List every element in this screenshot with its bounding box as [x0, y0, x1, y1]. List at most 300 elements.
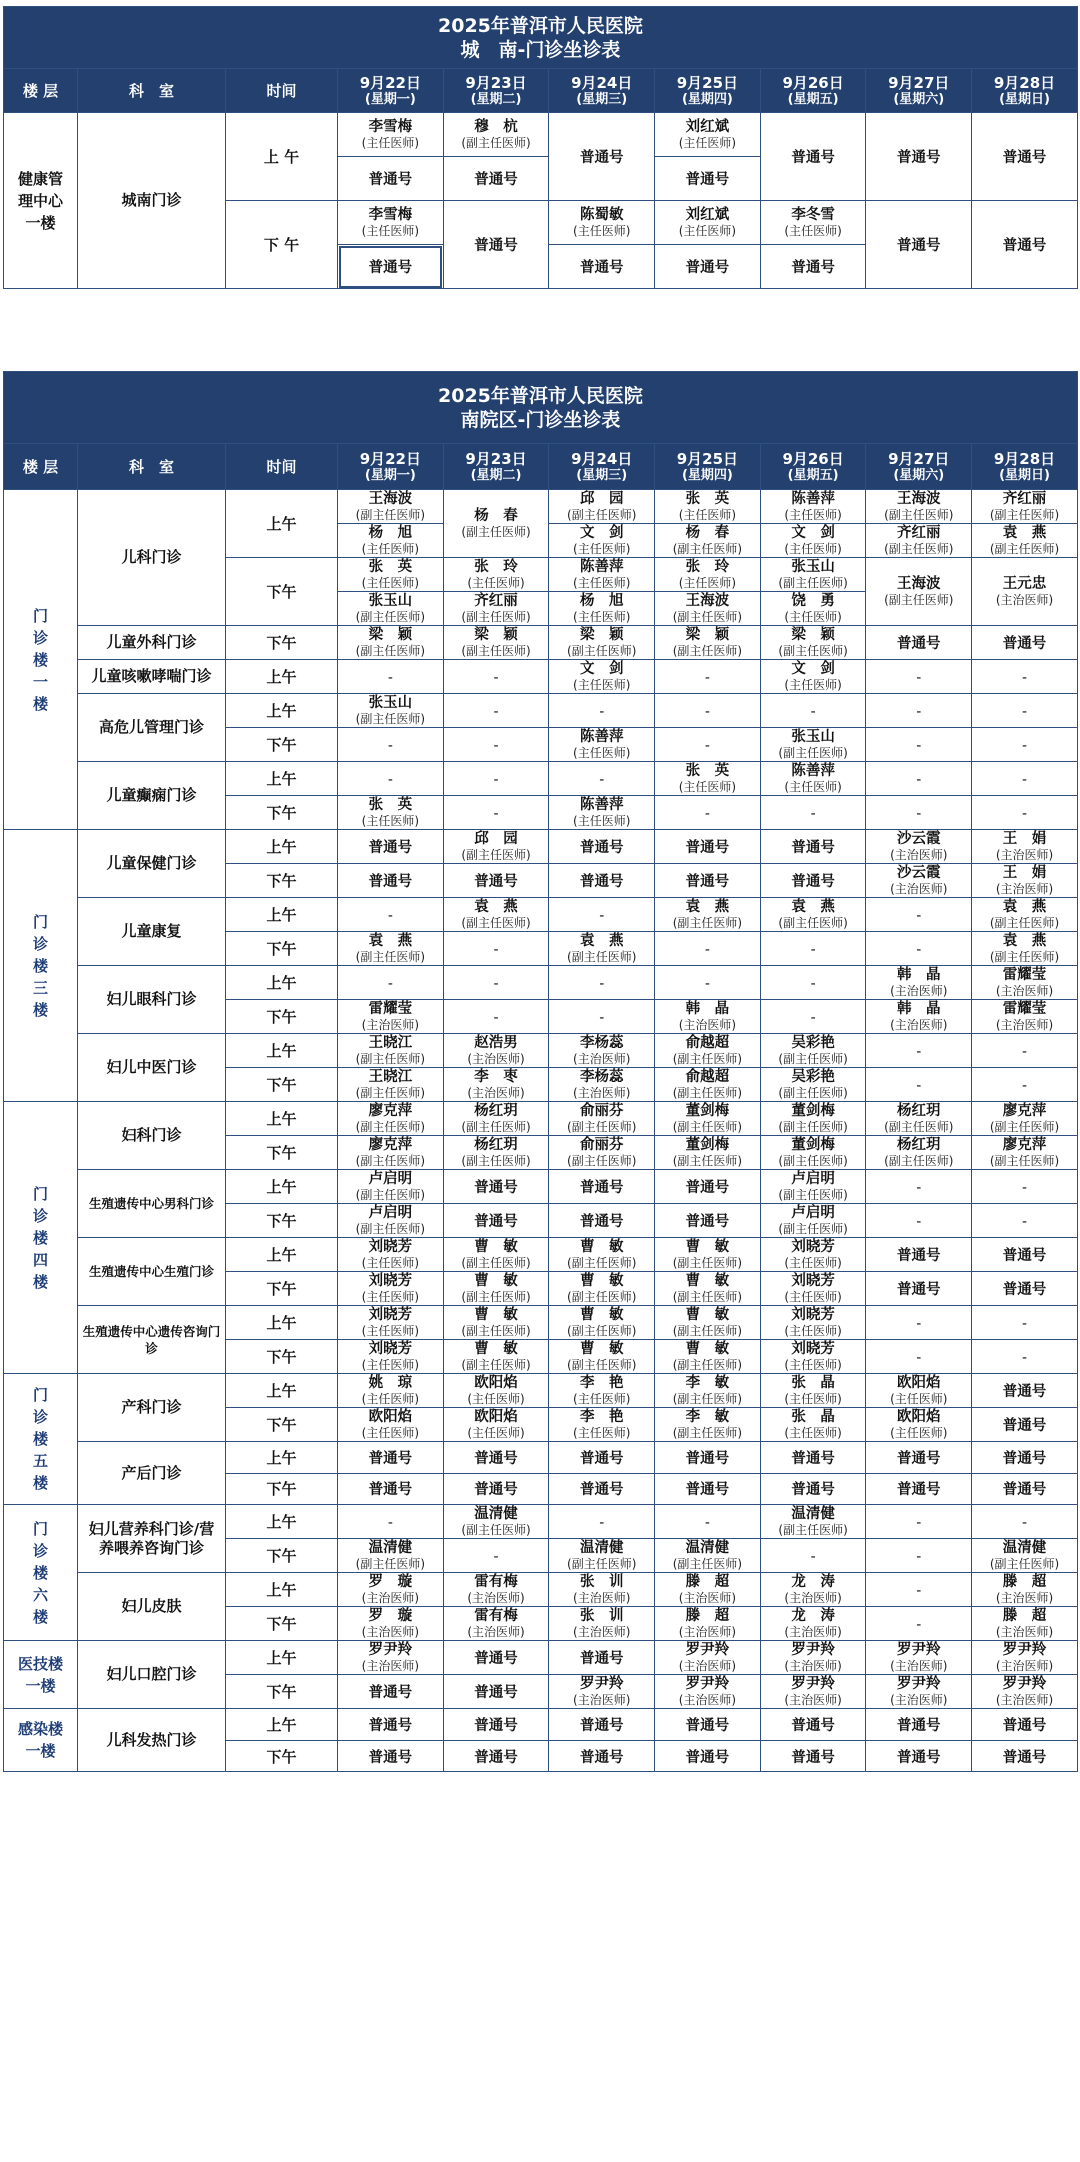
dash-text: - [916, 670, 922, 686]
doctor-name: 罗 璇 [368, 1574, 413, 1591]
doctor-name: 袁 燕 [1002, 525, 1047, 541]
doctor-title: (主任医师) [467, 576, 525, 590]
doctor-slot [972, 966, 1078, 1000]
doctor-slot [549, 1136, 655, 1170]
doctor-slot [338, 1068, 444, 1102]
dash-text: - [493, 670, 499, 686]
doctor-slot [655, 1102, 761, 1136]
doctor-title: (副主任医师) [355, 1557, 426, 1572]
doctor-slot [549, 1272, 655, 1306]
time-cell: 下午 [226, 1204, 338, 1238]
dash-text: - [1021, 704, 1028, 720]
doctor-slot [655, 201, 761, 245]
doctor-title: (主治医师) [890, 1659, 948, 1674]
doctor-name: 王 娟 [1002, 865, 1047, 881]
dash-text: - [493, 1549, 499, 1566]
day-header: 9月28日 (星期日) [972, 69, 1078, 113]
general-slot [338, 245, 444, 289]
doctor-slot [655, 1374, 761, 1408]
doctor-name: 王晓江 [368, 1035, 413, 1051]
doctor-title: (副主任医师) [672, 1392, 743, 1406]
doctor-title: (主治医师) [890, 1693, 948, 1708]
doctor-slot [972, 1573, 1078, 1607]
doctor-title: (副主任医师) [567, 1120, 637, 1134]
day-header: 9月24日 (星期三) [549, 444, 655, 490]
empty-slot [866, 796, 972, 830]
general-number-text: 普通号 [368, 840, 413, 856]
doctor-name: 陈蜀敏 [579, 207, 624, 223]
general-number-text: 普通号 [474, 1685, 518, 1702]
doctor-name: 饶 勇 [791, 593, 835, 609]
general-slot [655, 1204, 761, 1238]
general-number-text: 普通号 [1002, 150, 1047, 166]
doctor-name: 梁 颖 [579, 627, 624, 643]
general-number-text: 普通号 [579, 1214, 624, 1230]
doctor-title: (主任医师) [361, 576, 420, 590]
general-slot [549, 1740, 655, 1772]
general-slot [866, 1272, 972, 1306]
doctor-slot [760, 1408, 866, 1442]
doctor-slot [338, 694, 444, 728]
doctor-slot [549, 1034, 655, 1068]
general-slot [549, 830, 655, 864]
doctor-title: (主治医师) [995, 593, 1054, 607]
empty-slot [866, 1306, 972, 1340]
doctor-slot [655, 113, 761, 157]
general-slot [972, 1442, 1078, 1474]
empty-slot [972, 1204, 1078, 1238]
doctor-slot [443, 1068, 549, 1102]
doctor-name: 廖克萍 [1002, 1137, 1047, 1153]
dept-cell: 生殖遗传中心生殖门诊 [78, 1238, 226, 1306]
floor-cell: 门诊楼三楼 [4, 830, 78, 1102]
doctor-name: 李 枣 [474, 1069, 518, 1085]
doctor-slot [443, 830, 549, 864]
dash-text: - [810, 976, 816, 992]
doctor-title: (副主任医师) [567, 644, 637, 658]
doctor-slot [338, 490, 444, 524]
general-number-text: 普通号 [685, 172, 730, 188]
doctor-slot [760, 1607, 866, 1641]
time-header: 时间 [226, 69, 338, 113]
time-cell: 下午 [226, 1136, 338, 1170]
dash-text: - [493, 806, 499, 822]
doctor-title: (副主任医师) [672, 1358, 743, 1372]
empty-slot [443, 660, 549, 694]
doctor-title: (主治医师) [361, 1625, 420, 1640]
general-number-text: 普通号 [1002, 238, 1047, 254]
doctor-name: 罗尹羚 [897, 1676, 941, 1693]
doctor-name: 杨 春 [474, 508, 518, 524]
doctor-name: 罗 璇 [368, 1608, 413, 1625]
general-slot [549, 1170, 655, 1204]
doctor-name: 罗尹羚 [897, 1642, 941, 1659]
doctor-name: 李 敏 [685, 1375, 730, 1391]
doctor-slot [866, 1102, 972, 1136]
doctor-slot [338, 1000, 444, 1034]
doctor-title: (主任医师) [890, 1392, 948, 1406]
general-slot [972, 1709, 1078, 1741]
doctor-title: (副主任医师) [778, 916, 848, 930]
doctor-name: 李雪梅 [368, 207, 413, 223]
doctor-slot [338, 1340, 444, 1374]
dash-text: - [916, 942, 922, 958]
day-header: 9月23日 (星期二) [443, 444, 549, 490]
dash-text: - [810, 704, 816, 720]
dash-text: - [704, 806, 710, 822]
general-slot [760, 245, 866, 289]
doctor-name: 欧阳焰 [368, 1409, 413, 1425]
doctor-slot [760, 762, 866, 796]
doctor-title: (副主任医师) [567, 1324, 637, 1338]
general-slot [549, 1709, 655, 1741]
doctor-name: 张 训 [579, 1574, 624, 1591]
empty-slot [972, 728, 1078, 762]
dash-text: - [493, 1010, 499, 1026]
doctor-name: 赵浩男 [474, 1035, 518, 1051]
doctor-title: (主治医师) [890, 984, 948, 998]
doctor-name: 欧阳焰 [474, 1409, 518, 1425]
doctor-slot [549, 558, 655, 592]
general-slot [549, 1442, 655, 1474]
empty-slot [338, 660, 444, 694]
doctor-title: (副主任医师) [778, 1188, 848, 1202]
doctor-name: 文 剑 [791, 661, 835, 677]
general-number-text: 普通号 [474, 1749, 518, 1766]
doctor-title: (副主任医师) [461, 1256, 531, 1270]
doctor-name: 袁 燕 [1002, 933, 1047, 949]
doctor-slot [443, 1408, 549, 1442]
doctor-name: 袁 燕 [791, 899, 835, 915]
doctor-slot [549, 1675, 655, 1709]
general-number-text: 普通号 [897, 238, 941, 254]
doctor-slot [760, 728, 866, 762]
doctor-name: 杨红玥 [897, 1137, 941, 1153]
general-slot [443, 1740, 549, 1772]
doctor-name: 张 玲 [474, 559, 518, 575]
doctor-slot [866, 524, 972, 558]
doctor-name: 袁 燕 [368, 933, 413, 949]
dash-text: - [704, 738, 710, 754]
dept-cell: 儿童康复 [78, 898, 226, 966]
doctor-name: 张 英 [685, 763, 730, 779]
doctor-slot [760, 1102, 866, 1136]
general-number-text: 普通号 [897, 1248, 941, 1264]
doctor-slot [443, 1306, 549, 1340]
doctor-slot [866, 830, 972, 864]
doctor-slot [866, 1136, 972, 1170]
general-slot [549, 1204, 655, 1238]
general-number-text: 普通号 [368, 874, 413, 890]
empty-slot [338, 1505, 444, 1539]
doctor-slot [338, 1408, 444, 1442]
doctor-slot [338, 626, 444, 660]
doctor-slot [655, 490, 761, 524]
doctor-slot [549, 1068, 655, 1102]
doctor-title: (副主任医师) [461, 1523, 531, 1538]
doctor-slot [972, 524, 1078, 558]
general-slot [866, 201, 972, 289]
general-number-text: 普通号 [1002, 1717, 1047, 1734]
doctor-slot [549, 1102, 655, 1136]
doctor-slot [549, 1340, 655, 1374]
doctor-name: 罗尹羚 [791, 1642, 835, 1659]
dash-text: - [599, 976, 605, 992]
doctor-title: (副主任医师) [778, 1086, 848, 1100]
doctor-slot [338, 592, 444, 626]
doctor-name: 雷有梅 [474, 1608, 518, 1625]
general-slot [655, 864, 761, 898]
doctor-name: 李雪梅 [368, 119, 413, 135]
doctor-title: (主任医师) [361, 1256, 420, 1270]
doctor-name: 李 艳 [579, 1409, 624, 1425]
doctor-title: (主治医师) [573, 1052, 631, 1066]
general-slot [338, 1740, 444, 1772]
time-cell: 下午 [226, 932, 338, 966]
empty-slot [655, 728, 761, 762]
dept-cell: 儿童咳嗽哮喘门诊 [78, 660, 226, 694]
empty-slot [972, 1034, 1078, 1068]
general-number-text: 普通号 [368, 1717, 413, 1734]
doctor-title: (副主任医师) [884, 593, 954, 607]
general-number-text: 普通号 [685, 874, 730, 890]
doctor-title: (副主任医师) [355, 508, 426, 522]
doctor-name: 王海波 [897, 576, 941, 592]
doctor-title: (副主任医师) [989, 1557, 1060, 1572]
doctor-name: 袁 燕 [579, 933, 624, 949]
doctor-title: (副主任医师) [672, 1086, 743, 1100]
doctor-slot [338, 201, 444, 245]
doctor-slot [338, 1102, 444, 1136]
doctor-title: (副主任医师) [672, 610, 743, 624]
general-slot [655, 1170, 761, 1204]
doctor-name: 刘晓芳 [368, 1273, 413, 1289]
dash-text: - [1021, 1515, 1028, 1532]
dash-text: - [1021, 1078, 1028, 1094]
day-header: 9月23日 (星期二) [443, 69, 549, 113]
general-slot [338, 864, 444, 898]
doctor-title: (副主任医师) [567, 1290, 637, 1304]
general-number-text: 普通号 [791, 1482, 835, 1499]
doctor-name: 王海波 [897, 491, 941, 507]
doctor-name: 韩 晶 [897, 1001, 941, 1017]
doctor-name: 陈善萍 [579, 559, 624, 575]
doctor-title: (副主任医师) [567, 1358, 637, 1372]
doctor-name: 温清健 [368, 1540, 413, 1557]
empty-slot [655, 932, 761, 966]
doctor-name: 俞丽芬 [579, 1103, 624, 1119]
time-cell: 下午 [226, 728, 338, 762]
dept-cell: 生殖遗传中心遗传咨询门诊 [78, 1306, 226, 1374]
doctor-title: (主治医师) [784, 1693, 842, 1708]
doctor-slot [760, 1238, 866, 1272]
doctor-title: (副主任医师) [672, 1324, 743, 1338]
doctor-slot [655, 592, 761, 626]
general-slot [866, 1238, 972, 1272]
time-cell: 下午 [226, 1272, 338, 1306]
time-cell: 下午 [226, 558, 338, 626]
doctor-title: (副主任医师) [672, 644, 743, 658]
general-slot [866, 626, 972, 660]
empty-slot [443, 796, 549, 830]
general-slot [443, 201, 549, 289]
doctor-title: (副主任医师) [672, 1256, 743, 1270]
doctor-title: (主任医师) [784, 1358, 842, 1372]
doctor-name: 姚 琼 [368, 1375, 413, 1391]
doctor-name: 张玉山 [791, 559, 835, 575]
doctor-name: 曹 敏 [685, 1239, 730, 1255]
doctor-slot [760, 626, 866, 660]
doctor-name: 滕 超 [1002, 1608, 1047, 1625]
dept-cell: 产科门诊 [78, 1374, 226, 1442]
dash-text: - [916, 704, 922, 720]
doctor-slot [760, 1068, 866, 1102]
doctor-slot [972, 932, 1078, 966]
doctor-title: (主任医师) [573, 746, 631, 760]
dash-text: - [1021, 670, 1028, 686]
day-header: 9月25日 (星期四) [655, 444, 761, 490]
time-cell: 下午 [226, 796, 338, 830]
general-slot [338, 830, 444, 864]
doctor-name: 雷耀莹 [368, 1001, 413, 1017]
general-number-text: 普通号 [474, 172, 518, 188]
doctor-title: (主任医师) [361, 224, 420, 238]
doctor-name: 张 晶 [791, 1409, 835, 1425]
empty-slot [549, 762, 655, 796]
general-slot [972, 113, 1078, 201]
time-cell: 上午 [226, 1641, 338, 1675]
empty-slot [972, 1340, 1078, 1374]
doctor-slot [338, 1573, 444, 1607]
doctor-title: (副主任医师) [461, 136, 531, 150]
doctor-name: 张 玲 [685, 559, 730, 575]
doctor-slot [443, 113, 549, 157]
doctor-name: 罗尹羚 [791, 1676, 835, 1693]
general-number-text: 普通号 [579, 1651, 624, 1668]
doctor-name: 滕 超 [685, 1574, 730, 1591]
empty-slot [866, 1034, 972, 1068]
doctor-name: 曹 敏 [474, 1273, 518, 1289]
doctor-name: 俞越超 [685, 1035, 730, 1051]
dash-text: - [1021, 1044, 1028, 1060]
dash-text: - [916, 738, 922, 754]
doctor-name: 欧阳焰 [897, 1409, 941, 1425]
doctor-title: (主任医师) [784, 508, 842, 522]
doctor-title: (主任医师) [573, 1426, 631, 1440]
dept-cell: 儿童癫痫门诊 [78, 762, 226, 830]
doctor-slot [549, 1539, 655, 1573]
dash-text: - [387, 908, 393, 924]
general-number-text: 普通号 [579, 260, 624, 276]
general-slot [866, 1740, 972, 1772]
doctor-slot [972, 1539, 1078, 1573]
doctor-title: (主治医师) [784, 1591, 842, 1606]
general-slot [443, 1170, 549, 1204]
day-header: 9月26日 (星期五) [760, 444, 866, 490]
empty-slot [549, 898, 655, 932]
doctor-title: (主治医师) [890, 882, 948, 896]
general-number-text: 普通号 [1002, 1384, 1047, 1400]
doctor-name: 廖克萍 [1002, 1103, 1047, 1119]
floor-cell: 健康管理中心一楼 [4, 113, 78, 289]
doctor-title: (副主任医师) [989, 1120, 1060, 1134]
general-number-text: 普通号 [685, 1180, 730, 1196]
dash-text: - [810, 1010, 816, 1026]
doctor-name: 刘晓芳 [791, 1273, 835, 1289]
time-cell: 上午 [226, 1709, 338, 1741]
doctor-slot [760, 1374, 866, 1408]
doctor-slot [443, 898, 549, 932]
general-slot [655, 1473, 761, 1505]
dash-text: - [1021, 772, 1028, 788]
time-cell: 上午 [226, 762, 338, 796]
dash-text: - [916, 1515, 922, 1532]
doctor-name: 杨 旭 [368, 525, 413, 541]
doctor-slot [866, 558, 972, 626]
doctor-name: 杨红玥 [474, 1137, 518, 1153]
general-number-text: 普通号 [579, 150, 624, 166]
dash-text: - [916, 1617, 922, 1634]
doctor-name: 齐红丽 [1002, 491, 1047, 507]
empty-slot [866, 1170, 972, 1204]
general-number-text: 普通号 [579, 1717, 624, 1734]
dept-cell: 城南门诊 [78, 113, 226, 289]
doctor-title: (主任医师) [784, 780, 842, 794]
dash-text: - [704, 942, 710, 958]
time-cell: 下午 [226, 1675, 338, 1709]
doctor-name: 曹 敏 [685, 1341, 730, 1357]
dash-text: - [387, 738, 393, 754]
doctor-slot [760, 1204, 866, 1238]
time-cell: 下午 [226, 1473, 338, 1505]
dept-cell: 儿科门诊 [78, 490, 226, 626]
empty-slot [443, 762, 549, 796]
doctor-slot [655, 1675, 761, 1709]
doctor-title: (主任医师) [361, 1392, 420, 1406]
doctor-slot [338, 1641, 444, 1675]
general-number-text: 普通号 [1002, 1450, 1047, 1467]
general-slot [443, 1442, 549, 1474]
doctor-title: (副主任医师) [672, 1120, 743, 1134]
doctor-slot [443, 490, 549, 558]
doctor-title: (主任医师) [784, 542, 842, 556]
doctor-name: 邱 园 [579, 491, 624, 507]
dash-text: - [916, 1316, 922, 1332]
time-cell: 上午 [226, 694, 338, 728]
doctor-slot [972, 558, 1078, 626]
doctor-slot [549, 1374, 655, 1408]
doctor-name: 穆 杭 [474, 119, 518, 135]
doctor-title: (主治医师) [995, 848, 1054, 862]
floor-cell: 门诊楼五楼 [4, 1374, 78, 1505]
doctor-title: (主任医师) [784, 610, 842, 624]
dash-text: - [493, 942, 499, 958]
dept-cell: 妇儿口腔门诊 [78, 1641, 226, 1709]
empty-slot [338, 762, 444, 796]
doctor-title: (主治医师) [467, 1052, 525, 1066]
doctor-slot [549, 796, 655, 830]
doctor-slot [655, 1136, 761, 1170]
general-slot [338, 157, 444, 201]
doctor-name: 曹 敏 [579, 1341, 624, 1357]
general-slot [760, 830, 866, 864]
doctor-name: 齐红丽 [897, 525, 941, 541]
general-slot [655, 830, 761, 864]
floor-cell: 感染楼一楼 [4, 1709, 78, 1772]
doctor-name: 陈善萍 [579, 797, 624, 813]
doctor-slot [760, 201, 866, 245]
doctor-name: 陈善萍 [579, 729, 624, 745]
